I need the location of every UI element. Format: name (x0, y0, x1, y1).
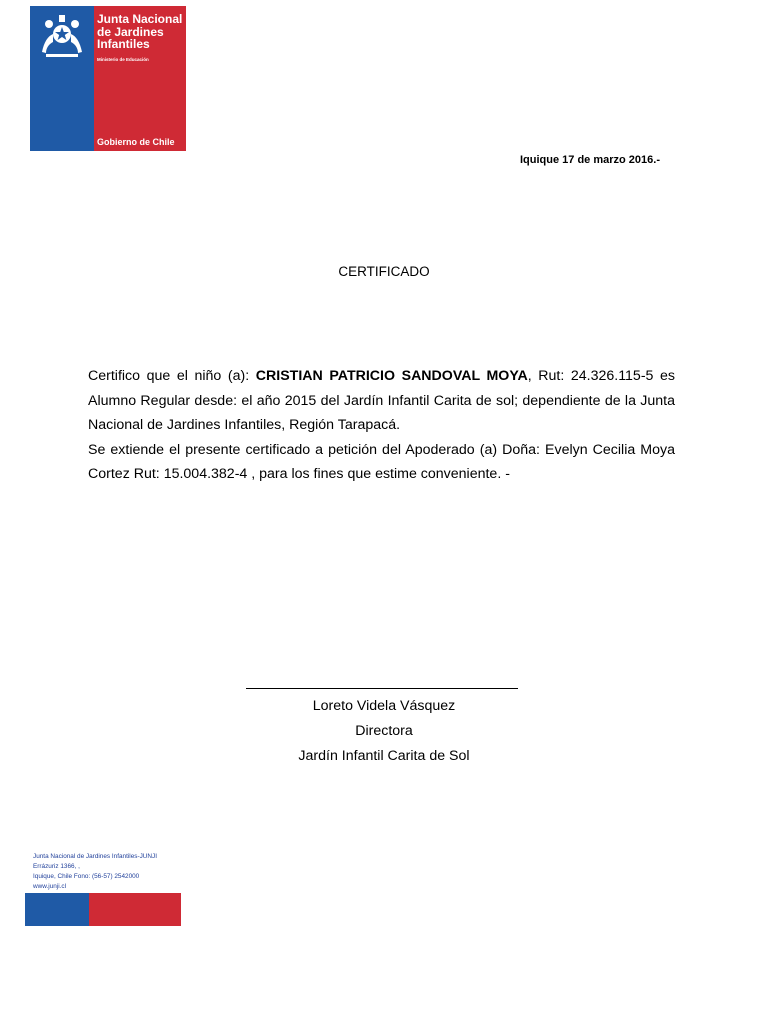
document-title: CERTIFICADO (338, 264, 430, 279)
footer-color-bar (25, 893, 181, 926)
student-name: CRISTIAN PATRICIO SANDOVAL MOYA (255, 368, 528, 384)
footer-line-1: Junta Nacional de Jardines Infantiles-JUNJI (33, 853, 157, 860)
footer-bar-red (89, 893, 181, 926)
document-date: Iquique 17 de marzo 2016.- (520, 154, 660, 166)
junji-logo (30, 6, 186, 151)
signature-block (0, 694, 768, 769)
logo-blue-panel (30, 6, 94, 151)
certificate-paragraph-2: Se extiende el presente certificado a petición del Apoderado (a) Doña: Evelyn Cecilia Moya Cortez Rut: 15.004.382-4 , para los fines que estime conveniente. - (88, 441, 675, 482)
footer-line-3: Iquique, Chile Fono: (56-57) 2542000 (33, 873, 140, 880)
logo-name (97, 13, 187, 51)
signer-role: Directora (355, 723, 413, 739)
logo-ministry: Ministerio de Educación (97, 57, 149, 62)
chile-coat-of-arms-icon (36, 12, 88, 60)
footer-line-4: www.junji.cl (33, 883, 67, 890)
footer-address (33, 852, 157, 892)
paragraph-1-intro: Certifico que el niño (a): (88, 368, 256, 384)
paragraph-1-rest: , Rut: 24.326.115-5 es Alumno Regular desde: el año 2015 del Jardín Infantil Carita de sol; dependiente de la Junta Nacional de Jardines Infantiles, Región Tarapacá. (88, 368, 676, 433)
certificate-body (88, 364, 675, 487)
logo-government: Gobierno de Chile (97, 137, 175, 147)
footer-bar-blue (25, 893, 89, 926)
logo-line-1: Junta Nacional (97, 12, 183, 26)
logo-line-2: de Jardines (97, 24, 164, 39)
signature-line (246, 688, 518, 689)
footer-line-2: Errázuriz 1366, , (33, 863, 80, 870)
logo-red-panel (94, 6, 186, 151)
certificate-paragraph-1 (88, 364, 675, 438)
signer-name: Loreto Videla Vásquez (312, 698, 456, 714)
logo-line-3: Infantiles (97, 37, 150, 51)
signer-institution: Jardín Infantil Carita de Sol (298, 748, 470, 764)
